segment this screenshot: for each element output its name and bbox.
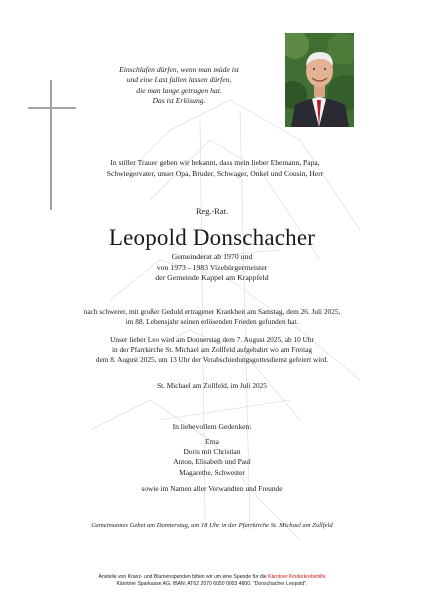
place-and-date: St. Michael am Zollfeld, im Juli 2025: [157, 381, 267, 390]
funeral-line: dem 8. August 2025, um 13 Uhr der Verabschiedungsgottesdienst gefeiert wird.: [95, 355, 329, 364]
memory-heading: In liebevollem Gedenken:: [172, 422, 252, 431]
relatives-line: sowie im Namen aller Verwandten und Freunde: [141, 484, 283, 493]
poem-line: die man lange getragen hat.: [136, 85, 222, 95]
poem-line: Einschlafen dürfen, wenn man müde ist: [119, 65, 239, 74]
mourner: Magarethe, Schwester: [179, 467, 245, 477]
prayer-notice: Gemeinsames Gebet am Donnerstag, um 18 Uhr in der Pfarrkirche St. Michael am Zollfeld: [91, 522, 333, 529]
role-line: Gemeinderat ab 1970 und: [171, 252, 253, 261]
donation-notice: [0, 574, 424, 589]
deceased-name: Leopold Donschacher: [108, 225, 316, 250]
role-line: von 1973 - 1983 Vizebürgermeister: [156, 262, 268, 272]
mourner: Anton, Elisabeth und Paul: [173, 457, 251, 467]
poem: [88, 65, 270, 107]
deceased-roles: [0, 252, 424, 284]
funeral-line: in der Pfarrkirche St. Michael am Zollfeld aufgebahrt wo am Freitag: [112, 345, 312, 354]
poem-line: Das ist Erlösung.: [152, 96, 206, 106]
donation-text: Anstelle von Kranz- und Blumenspenden bitten wir um eine Spende für die: [98, 574, 267, 580]
role-line: der Gemeinde Kappel am Krappfeld: [155, 273, 269, 283]
bank-details: Kärntner Sparkasse AG, IBAN: AT62 2070 6050 0003 4800. "Donschacher Leopold".: [116, 581, 308, 588]
honorific-title: Reg.-Rat.: [195, 207, 229, 216]
funeral-line: Unser lieber Leo wird am Donnerstag dem 7. August 2025, ab 10 Uhr: [110, 335, 314, 344]
mourner: Doris mit Christian: [183, 447, 241, 457]
funeral-details: [0, 335, 424, 365]
mourners-list: [0, 437, 424, 478]
announcement-line: In stiller Trauer geben wir bekannt, dass mein lieber Ehemann, Papa,: [110, 158, 320, 167]
donation-line: [0, 574, 424, 581]
poem-line: und eine Last fallen lassen dürfen,: [126, 75, 232, 85]
announcement: [60, 157, 370, 179]
announcement-line: Schwiegervater, unser Opa, Bruder, Schwager, Onkel und Cousin, Herr: [106, 169, 324, 178]
charity-name: Kärntner Kinderkrebshilfe: [268, 574, 326, 580]
cross-icon: [28, 80, 76, 210]
death-line: nach schwerer, mit großer Geduld ertragener Krankheit am Samstag, dem 26. Juli 2025,: [83, 307, 341, 316]
mourner: Erna: [205, 437, 219, 446]
death-notice: [0, 307, 424, 327]
portrait-photo: [285, 33, 354, 127]
death-line: im 88. Lebensjahr seinen erlösenden Frieden gefunden hat.: [125, 317, 299, 326]
